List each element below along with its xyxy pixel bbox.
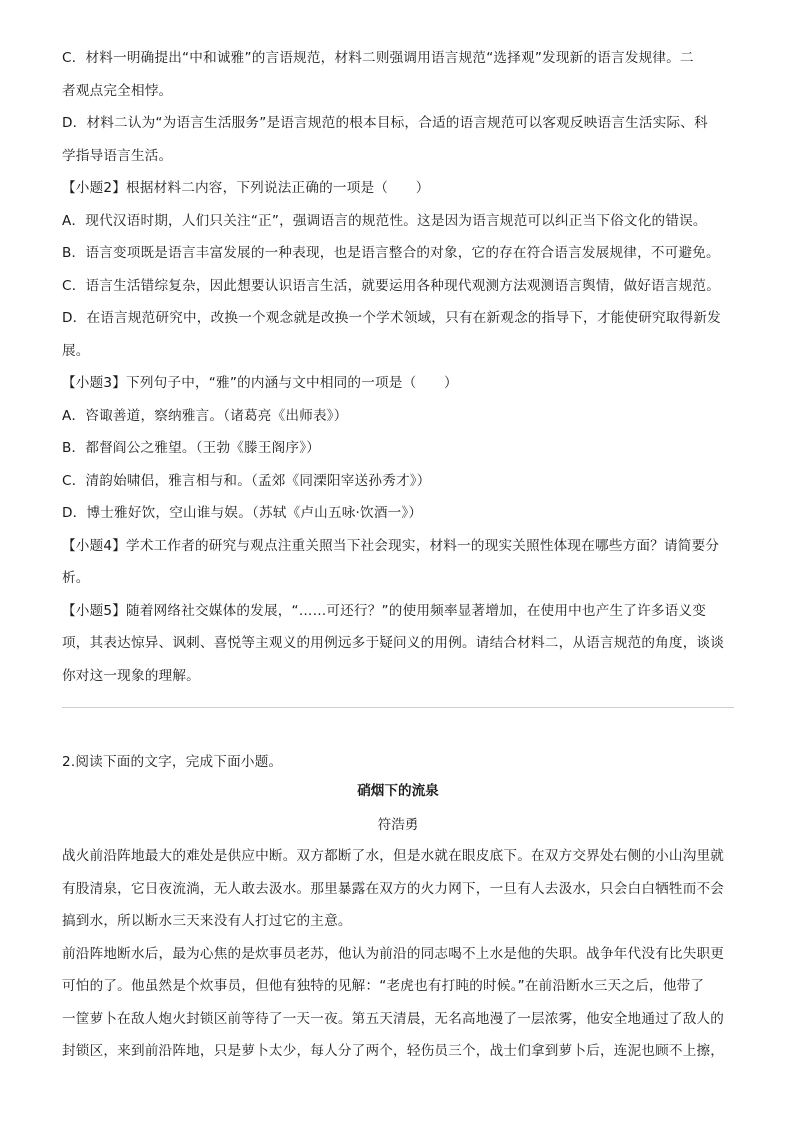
reading-instruction: 2.阅读下面的文字，完成下面小题。 [62, 754, 283, 770]
q2-option-a: A．现代汉语时期，人们只关注“正”，强调语言的规范性。这是因为语言规范可以纠正当下俗文化的错误。 [62, 212, 707, 229]
q2-option-b: B．语言变项既是语言丰富发展的一种表现，也是语言整合的对象，它的存在符合语言发展规律，不可避免。 [62, 245, 720, 261]
question-5-line-1: 【小题5】随着网络社交媒体的发展，“……可还行？”的使用频率显著增加，在使用中也产生了许多语义变 [62, 602, 707, 619]
question-3-stem: 【小题3】下列句子中，“雅”的内涵与文中相同的一项是（ ） [62, 375, 458, 391]
article-line: 搞到水，所以断水三天来没有人打过它的主意。 [62, 913, 352, 929]
q3-option-c: C．清韵始啸侣，雅言相与和。（孟郊《同溧阳宰送孙秀才》） [62, 472, 431, 489]
q3-option-a: A．咨诹善道，察纳雅言。（诸葛亮《出师表》） [62, 407, 348, 424]
article-title: 硝烟下的流泉 [357, 783, 439, 799]
article-line: 前沿阵地断水后，最为心焦的是炊事员老苏，他认为前沿的同志喝不上水是他的失职。战争年代没有比失职更 [62, 945, 725, 962]
option-d-line-1: D．材料二认为“为语言生活服务”是语言规范的根本目标，合适的语言规范可以客观反映语言生活实际、科 [62, 115, 708, 131]
question-4-line-1: 【小题4】学术工作者的研究与观点注重关照当下社会现实，材料一的现实关照性体现在哪些方面？请简要分 [62, 537, 720, 554]
article-body [62, 840, 734, 1068]
article-line: 封锁区，来到前沿阵地，只是萝卜太少，每人分了两个，轻伤员三个，战士们拿到萝卜后，连泥也顾不上擦， [62, 1043, 725, 1059]
article-author: 符浩勇 [377, 817, 419, 833]
question-4-line-2: 析。 [62, 570, 90, 586]
article-line: 有股清泉，它日夜流淌，无人敢去汲水。那里暴露在双方的火力网下，一旦有人去汲水，只会白白牺牲而不会 [62, 880, 725, 897]
question-section-1 [62, 42, 734, 692]
question-2-intro [62, 746, 734, 779]
q2-option-d-line-2: 展。 [62, 342, 90, 359]
option-c-line-2: 者观点完全相悖。 [62, 82, 173, 99]
question-2-stem: 【小题2】根据材料二内容，下列说法正确的一项是（ ） [62, 180, 430, 196]
question-5-line-3: 你对这一现象的理解。 [62, 667, 200, 684]
option-d-line-2: 学指导语言生活。 [62, 147, 173, 164]
article-line: 可怕的了。他虽然是个炊事员，但他有独特的见解：“老虎也有打盹的时候。”在前沿断水三天之后，他带了 [62, 978, 705, 994]
q2-option-d-line-1: D．在语言规范研究中，改换一个观念就是改换一个学术领域，只有在新观念的指导下，才能使研究取得新发 [62, 310, 721, 326]
article-line: 战火前沿阵地最大的难处是供应中断。双方都断了水，但是水就在眼皮底下。在双方交界处右侧的小山沟里就 [62, 848, 725, 864]
q2-option-c: C．语言生活错综复杂，因此想要认识语言生活，就要运用各种现代观测方法观测语言舆情，做好语言规范。 [62, 277, 720, 294]
question-5-line-2: 项，其表达惊异、讽刺、喜悦等主观义的用例远多于疑问义的用例。请结合材料二，从语言规范的角度，谈谈 [62, 635, 725, 651]
q3-option-b: B．都督阎公之雅望。（王勃《滕王阁序》） [62, 440, 321, 456]
q3-option-d: D．博士雅好饮，空山谁与娱。（苏轼《卢山五咏·饮酒一》） [62, 505, 423, 521]
section-divider [62, 707, 734, 708]
option-c-line-1: C．材料一明确提出“中和诚雅”的言语规范，材料二则强调用语言规范“选择观”发现新的语言发规律。二 [62, 50, 694, 66]
article-line: 一筐萝卜在敌人炮火封锁区前等待了一天一夜。第五天清晨，无名高地漫了一层浓雾，他安全地通过了敌人的 [62, 1010, 725, 1027]
